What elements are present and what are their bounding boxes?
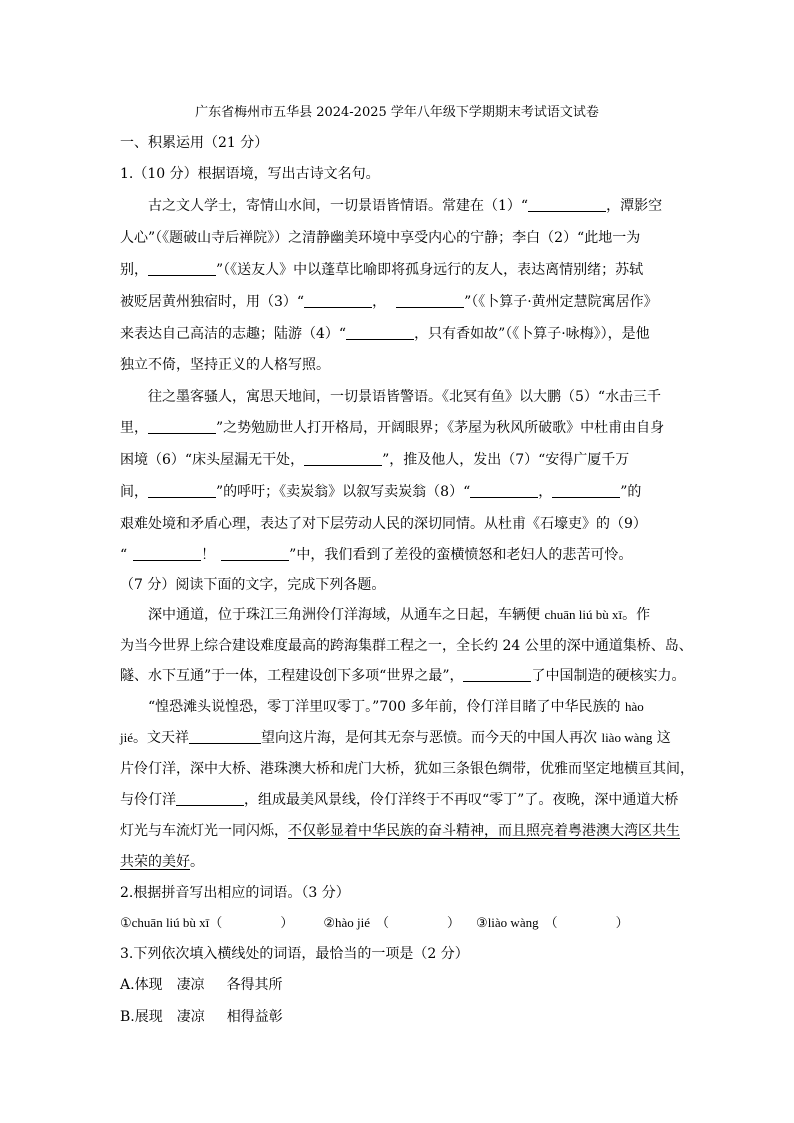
reading-p1-line2: 为当今世界上综合建设难度最高的跨海集群工程之一，全长约 24 公里的深中通道集桥、岛、 xyxy=(120,638,693,654)
q2-item-1: ①chuān liú bù xī（ ） xyxy=(120,915,294,931)
answer-blank-4[interactable] xyxy=(346,325,414,340)
reading-p2-line3: 片伶仃洋，深中大桥、港珠澳大桥和虎门大桥，犹如三条银色绸带，优雅而坚定地横亘其间， xyxy=(120,761,694,777)
reading-p2-line1: “惶恐滩头说惶恐，零丁洋里叹零丁。”700 多年前，伶仃洋目睹了中华民族的 hào xyxy=(148,699,644,715)
q1-p2-line6: “ ！ ”中，我们看到了差役的蛮横愤怒和老妇人的悲苦可怜。 xyxy=(120,547,633,563)
answer-blank-1[interactable] xyxy=(528,197,606,212)
q1-p1-line4: 被贬居黄州独宿时，用（3）“ ， ”（《卜算子·黄州定慧院寓居作》 xyxy=(120,294,658,310)
answer-blank-9b[interactable] xyxy=(221,546,289,561)
q1-p1-line2: 人心”（《题破山寺后禅院》）之清静幽美环境中享受内心的宁静；李白（2）“此地一为 xyxy=(120,230,641,246)
reading-p1-line1: 深中通道，位于珠江三角洲伶仃洋海域，从通车之日起，车辆便 chuān liú bù xī。作 xyxy=(148,607,651,623)
question-2-heading: 2.根据拼音写出相应的词语。（3 分） xyxy=(120,885,350,901)
document-title: 广东省梅州市五华县 2024-2025 学年八年级下学期期末考试语文试卷 xyxy=(195,105,599,120)
q1-p2-line5: 艰难处境和矛盾心理，表达了对下层劳动人民的深切同情。从杜甫《石壕吏》的（9） xyxy=(120,516,647,532)
answer-blank-3b[interactable] xyxy=(396,293,464,308)
answer-blank-6[interactable] xyxy=(304,451,382,466)
question-2-items xyxy=(120,913,678,934)
q3-option-a[interactable]: A.体现 凄凉 各得其所 xyxy=(120,977,283,993)
q1-p1-line5: 来表达自己高洁的志趣；陆游（4）“ ，只有香如故”（《卜算子·咏梅》），是他 xyxy=(120,326,650,342)
answer-blank-9a[interactable] xyxy=(133,546,201,561)
answer-blank-word-a[interactable] xyxy=(463,667,531,682)
q1-p2-line1: 往之墨客骚人，寓思天地间，一切景语皆警语。《北冥有鱼》以大鹏（5）“水击三千 xyxy=(148,389,662,405)
pinyin-liaowang: liào wàng xyxy=(601,730,653,745)
reading-p1-line3: 隧、水下互通”于一体，工程建设创下多项“世界之最”， 了中国制造的硬核实力。 xyxy=(120,668,686,684)
q1-p1-line3: 别， ”（《送友人》中以蓬草比喻即将孤身远行的友人，表达离情别绪；苏轼 xyxy=(120,262,644,278)
q1-p1-line1: 古之文人学士，寄情山水间，一切景语皆情语。常建在（1）“ ，潭影空 xyxy=(148,198,663,214)
answer-blank-2[interactable] xyxy=(148,261,216,276)
q2-item-2: ②hào jié （ ） xyxy=(323,915,461,931)
pinyin-jie: jié xyxy=(120,730,133,745)
question-3-heading: 3.下列依次填入横线处的词语，最恰当的一项是（2 分） xyxy=(120,946,469,962)
underlined-sentence: 不仅彰显着中华民族的奋斗精神，而且照亮着粤港澳大湾区共生 xyxy=(288,823,680,839)
q1-p2-line2: 里， ”之势勉励世人打开格局，开阔眼界；《茅屋为秋风所破歌》中杜甫由自身 xyxy=(120,420,665,436)
answer-blank-5[interactable] xyxy=(148,419,216,434)
answer-blank-word-b[interactable] xyxy=(189,729,261,744)
answer-blank-7[interactable] xyxy=(148,483,216,498)
reading-intro: （7 分）阅读下面的文字，完成下列各题。 xyxy=(120,577,386,593)
reading-p2-line2: jié。文天祥 望向这片海，是何其无奈与恶愤。而今天的中国人再次 liào wàng 这 xyxy=(120,730,671,746)
q3-option-b[interactable]: B.展现 凄凉 相得益彰 xyxy=(120,1009,283,1025)
underlined-sentence-end: 共荣的美好 xyxy=(120,854,190,870)
pinyin-hao: hào xyxy=(624,699,644,714)
answer-blank-8b[interactable] xyxy=(552,483,620,498)
pinyin-chuanliubuxi: chuān liú bù xī xyxy=(544,607,623,622)
q1-p1-line6: 独立不倚，坚持正义的人格写照。 xyxy=(120,357,330,373)
answer-blank-8a[interactable] xyxy=(470,483,538,498)
q1-p2-line3: 困境（6）“床头屋漏无干处， ”，推及他人，发出（7）“安得广厦千万 xyxy=(120,452,630,468)
q2-item-3: ③liào wàng （ ） xyxy=(476,915,629,931)
q1-p2-line4: 间， ”的呼吁；《卖炭翁》以叙写卖炭翁（8）“ ， ”的 xyxy=(120,484,642,500)
answer-blank-3a[interactable] xyxy=(304,293,372,308)
reading-p2-line5: 灯光与车流灯光一同闪烁，不仅彰显着中华民族的奋斗精神，而且照亮着粤港澳大湾区共生 xyxy=(120,823,680,839)
answer-blank-word-c[interactable] xyxy=(176,791,244,806)
reading-p2-line6: 共荣的美好。 xyxy=(120,854,204,870)
question-1-heading: 1.（10 分）根据语境，写出古诗文名句。 xyxy=(120,166,380,182)
reading-p2-line4: 与伶仃洋 ，组成最美风景线，伶仃洋终于不再叹“零丁”了。夜晚，深中通道大桥 xyxy=(120,792,679,808)
section-heading: 一、积累运用（21 分） xyxy=(120,135,269,151)
